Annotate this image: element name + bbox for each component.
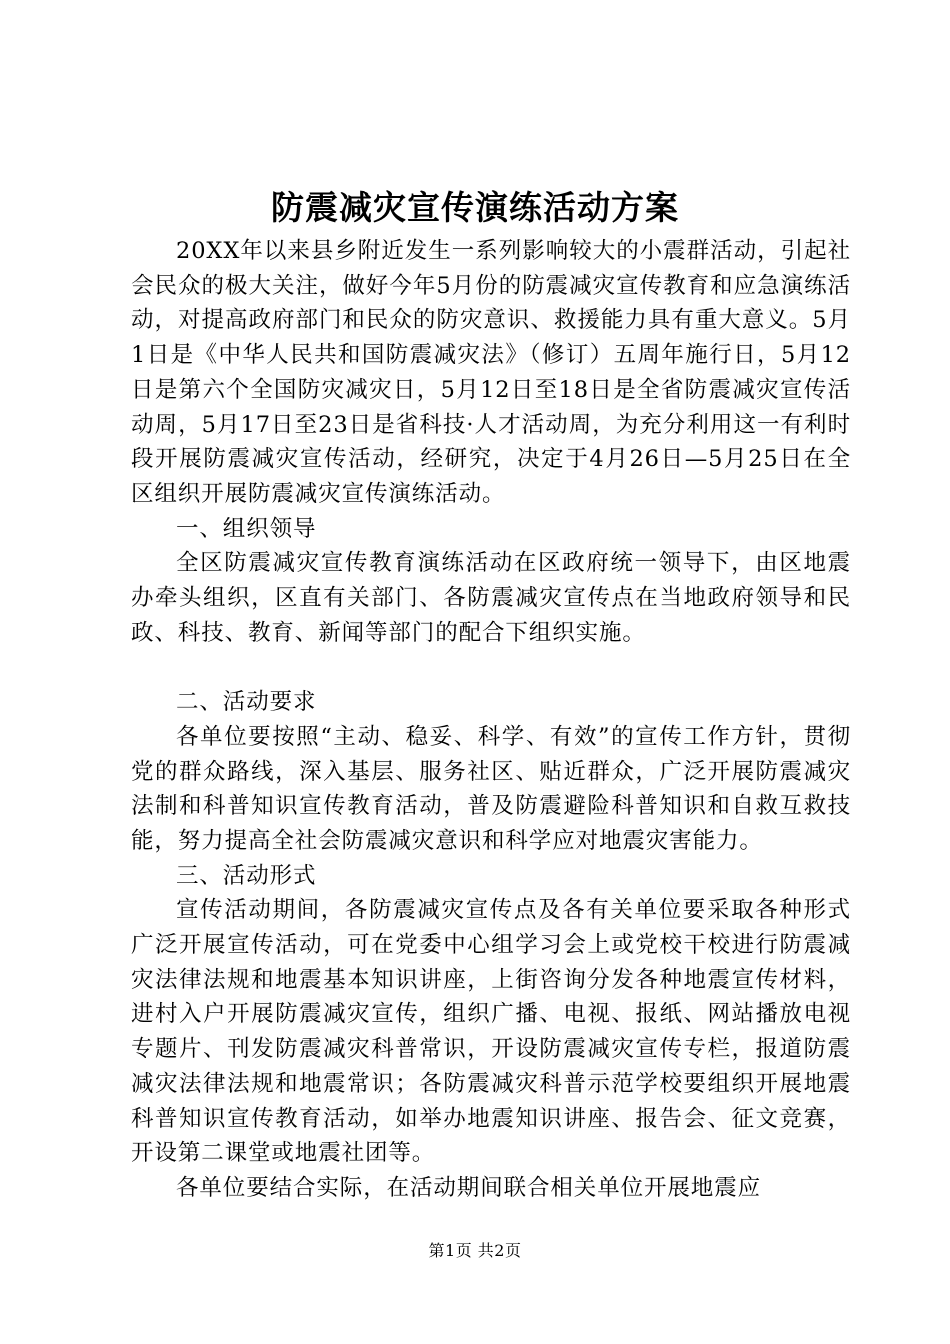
document-title: 防震减灾宣传演练活动方案 [271, 188, 679, 227]
document-body [131, 234, 851, 1206]
section-heading-requirements: 二、活动要求 [176, 689, 317, 716]
section-heading-forms: 三、活动形式 [176, 862, 317, 889]
organization-paragraph: 全区防震减灾宣传教育演练活动在区政府统一领导下，由区地震办牵头组织，区直有关部门、各防震减灾宣传点在当地政府领导和民政、科技、教育、新闻等部门的配合下组织实施。 [131, 550, 851, 646]
section-heading-organization: 一、组织领导 [176, 515, 317, 542]
forms-paragraph: 宣传活动期间，各防震减灾宣传点及各有关单位要采取各种形式广泛开展宣传活动，可在党委中心组学习会上或党校干校进行防震减灾法律法规和地震基本知识讲座，上街咨询分发各种地震宣传材料，进村入户开展防震减灾宣传，组织广播、电视、报纸、网站播放电视专题片、刊发防震减灾科普常识，开设防震减灾宣传专栏，报道防震减灾法律法规和地震常识；各防震减灾科普示范学校要组织开展地震科普知识宣传教育活动，如举办地震知识讲座、报告会、征文竞赛，开设第二课堂或地震社团等。 [131, 897, 851, 1167]
requirements-paragraph: 各单位要按照“主动、稳妥、科学、有效”的宣传工作方针，贯彻党的群众路线，深入基层、服务社区、贴近群众，广泛开展防震减灾法制和科普知识宣传教育活动，普及防震避险科普知识和自救互救技能，努力提高全社会防震减灾意识和科学应对地震灾害能力。 [131, 723, 851, 854]
page-footer: 第1页 共2页 [428, 1241, 522, 1260]
intro-paragraph: 20XX年以来县乡附近发生一系列影响较大的小震群活动，引起社会民众的极大关注，做好今年5月份的防震减灾宣传教育和应急演练活动，对提高政府部门和民众的防灾意识、救援能力具有重大意义。5月1日是《中华人民共和国防震减灾法》（修订）五周年施行日，5月12日是第六个全国防灾减灾日，5月12日至18日是全省防震减灾宣传活动周，5月17日至23日是省科技·人才活动周，为充分利用这一有利时段开展防震减灾宣传活动，经研究，决定于4月26日—5月25日在全区组织开展防震减灾宣传演练活动。 [131, 238, 851, 507]
closing-paragraph-partial: 各单位要结合实际，在活动期间联合相关单位开展地震应 [176, 1174, 762, 1201]
